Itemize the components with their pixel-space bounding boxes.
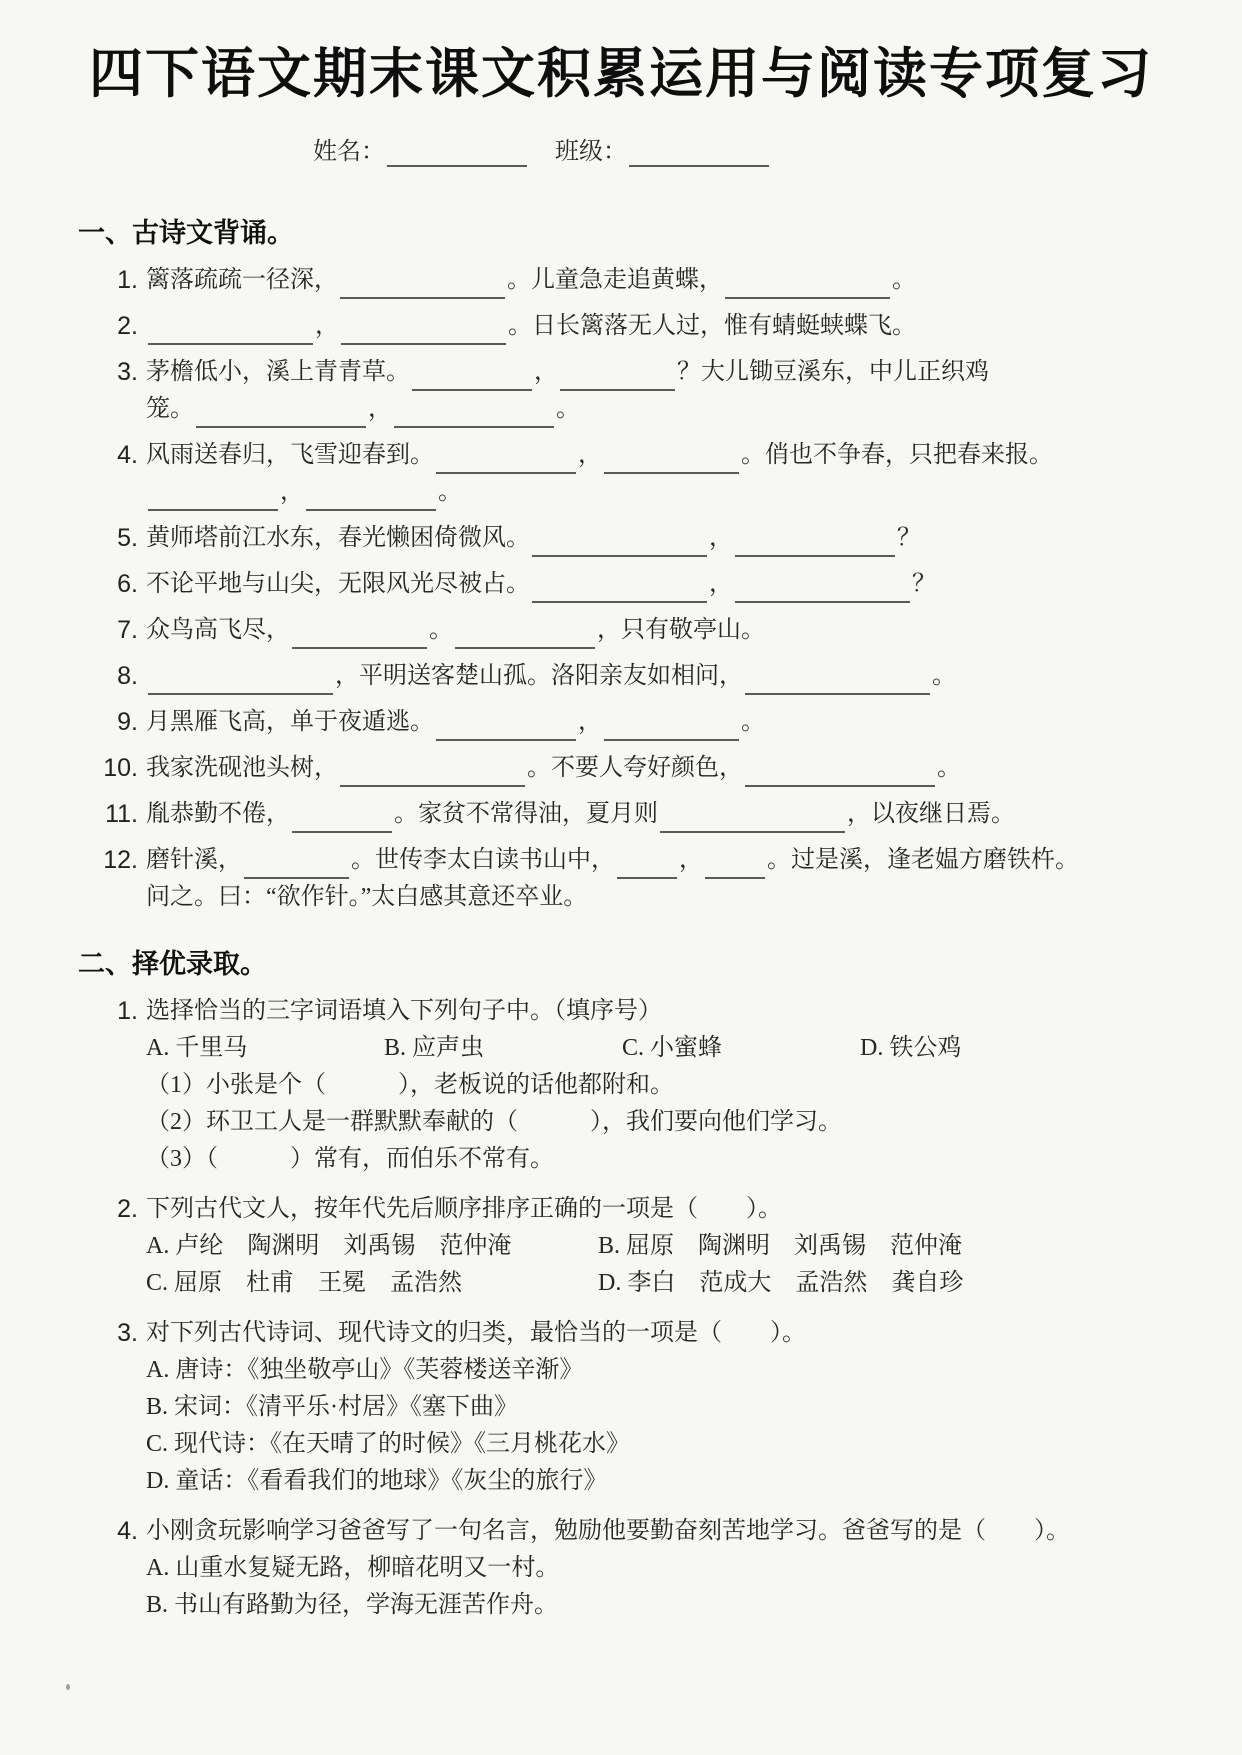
item-text: 。 (937, 754, 961, 781)
fill-in-blank (292, 623, 427, 649)
sub-question-text: （3）（ ）常有，而伯乐不常有。 (146, 1145, 554, 1172)
fill-in-blank (412, 365, 532, 391)
item-text: ， (534, 358, 558, 385)
item-body (146, 262, 1202, 299)
item-text: 。儿童急走追黄蝶， (507, 266, 723, 293)
question-number: 4. (117, 1516, 138, 1545)
item-text: 。 (892, 266, 916, 293)
item-text: 。日长篱落无人过，惟有蜻蜓蛱蝶飞。 (508, 312, 916, 339)
fill-in-blank (745, 669, 930, 695)
sub-question-line (146, 1104, 1202, 1141)
question-body (146, 1315, 1202, 1500)
item-text: 不论平地与山尖，无限风光尽被占。 (146, 570, 530, 597)
item-text: 月黑雁飞高，单于夜遁逃。 (146, 708, 434, 735)
option-line (146, 1426, 1202, 1463)
poem-item (70, 704, 1202, 741)
fill-in-blank (436, 448, 576, 474)
fill-in-blank (292, 807, 392, 833)
item-text: 众鸟高飞尽， (146, 616, 290, 643)
item-number: 7. (117, 615, 138, 644)
fill-in-blank (436, 715, 576, 741)
item-number: 9. (117, 707, 138, 736)
item-number: 4. (117, 440, 138, 469)
item-text: ，只有敬亭山。 (597, 616, 765, 643)
option-label: D. 铁公鸡 (860, 1034, 962, 1061)
item-number: 1. (117, 265, 138, 294)
option-line (146, 1352, 1202, 1389)
item-text: 篱落疏疏一径深， (146, 266, 338, 293)
poem-item (70, 566, 1202, 603)
item-text: 。世传李太白读书山中， (351, 846, 615, 873)
item-text: 笼。 (146, 395, 194, 422)
item-text: 茅檐低小，溪上青青草。 (146, 358, 410, 385)
item-line (146, 842, 1202, 879)
item-line (146, 796, 1202, 833)
item-line (146, 474, 1202, 511)
question-text: 下列古代文人，按年代先后顺序排序正确的一项是（ ）。 (146, 1195, 782, 1222)
item-body (146, 566, 1202, 603)
item-text: 。 (932, 662, 956, 689)
scan-artifact-dot (66, 1684, 70, 1690)
class-label: 班级： (555, 138, 627, 165)
poem-item (70, 796, 1202, 833)
item-number: 3. (117, 357, 138, 386)
question-item (70, 1513, 1202, 1624)
poem-item (70, 520, 1202, 557)
item-text: 磨针溪， (146, 846, 242, 873)
item-text: 。不要人夸好颜色， (527, 754, 743, 781)
name-class-row (313, 137, 1242, 167)
fill-in-blank (660, 807, 845, 833)
question-number: 2. (117, 1194, 138, 1223)
fill-in-blank (244, 853, 349, 879)
class-blank-line (629, 141, 769, 167)
option-label: A. 唐诗：《独坐敬亭山》《芙蓉楼送辛渐》 (146, 1356, 584, 1383)
item-text: ， (709, 570, 733, 597)
item-body (146, 750, 1202, 787)
item-body (146, 842, 1202, 916)
question-body (146, 993, 1202, 1178)
option-line (146, 1389, 1202, 1426)
item-number: 6. (117, 569, 138, 598)
item-number: 11. (105, 799, 138, 828)
item-body (146, 612, 1202, 649)
fill-in-blank (340, 273, 505, 299)
question-line (146, 1513, 1202, 1550)
question-body (146, 1191, 1202, 1302)
option-label: A. 卢纶 陶渊明 刘禹锡 范仲淹 (146, 1232, 512, 1259)
section1-heading: 一、古诗文背诵。 (78, 217, 294, 248)
item-line (146, 750, 1202, 787)
item-body (146, 354, 1202, 428)
item-number: 8. (117, 661, 138, 690)
item-text: ， (679, 846, 703, 873)
sub-question-text: （2）环卫工人是一群默默奉献的（ ），我们要向他们学习。 (146, 1108, 842, 1135)
item-line (146, 520, 1202, 557)
sub-question-line (146, 1141, 1202, 1178)
poem-item (70, 612, 1202, 649)
item-line (146, 612, 1202, 649)
fill-in-blank (735, 577, 910, 603)
question-line (146, 993, 1202, 1030)
sub-question-line (146, 1067, 1202, 1104)
item-body (146, 658, 1202, 695)
item-text: 。过是溪，逢老媪方磨铁杵。 (767, 846, 1079, 873)
question-text: 对下列古代诗词、现代诗文的归类，最恰当的一项是（ ）。 (146, 1319, 806, 1346)
item-text: ，以夜继日焉。 (847, 800, 1015, 827)
item-number: 2. (117, 311, 138, 340)
sub-question-text: （1）小张是个（ ），老板说的话他都附和。 (146, 1071, 674, 1098)
fill-in-blank (735, 531, 895, 557)
option-label: B. 书山有路勤为径，学海无涯苦作舟。 (146, 1591, 559, 1618)
section1-items (0, 262, 1242, 916)
item-line (146, 658, 1202, 695)
fill-in-blank (604, 715, 739, 741)
item-body (146, 308, 1202, 345)
item-number: 5. (117, 523, 138, 552)
item-text: 。 (438, 478, 462, 505)
fill-in-blank (340, 761, 525, 787)
option-label: B. 宋词：《清平乐·村居》《塞下曲》 (146, 1393, 518, 1420)
name-blank-line (387, 141, 527, 167)
item-text: ， (578, 708, 602, 735)
item-text: 。 (429, 616, 453, 643)
item-text: ？大儿锄豆溪东，中儿正织鸡 (677, 358, 989, 385)
item-line (146, 437, 1202, 474)
item-text: 问之。曰：“欲作针。”太白感其意还卒业。 (146, 883, 588, 910)
item-text: ？ (897, 524, 921, 551)
item-text: ？ (912, 570, 936, 597)
fill-in-blank (705, 853, 765, 879)
item-text: 。家贫不常得油，夏月则 (394, 800, 658, 827)
item-number: 12. (103, 845, 138, 874)
option-label: D. 李白 范成大 孟浩然 龚自珍 (598, 1269, 964, 1296)
option-label: B. 屈原 陶渊明 刘禹锡 范仲淹 (598, 1232, 963, 1259)
option-label: A. 千里马 (146, 1034, 248, 1061)
question-number: 3. (117, 1318, 138, 1347)
option-label: C. 屈原 杜甫 王冕 孟浩然 (146, 1269, 463, 1296)
option-label: C. 小蜜蜂 (622, 1034, 723, 1061)
fill-in-blank (196, 402, 366, 428)
fill-in-blank (306, 485, 436, 511)
option-label: D. 童话：《看看我们的地球》《灰尘的旅行》 (146, 1467, 608, 1494)
poem-item (70, 658, 1202, 695)
fill-in-blank (148, 319, 313, 345)
item-line (146, 704, 1202, 741)
section2-items (0, 993, 1242, 1624)
question-text: 小刚贪玩影响学习爸爸写了一句名言，勉励他要勤奋刻苦地学习。爸爸写的是（ ）。 (146, 1517, 1070, 1544)
page-title: 四下语文期末课文积累运用与阅读专项复习 (89, 44, 1153, 104)
poem-item (70, 750, 1202, 787)
fill-in-blank (532, 577, 707, 603)
item-text: 。俏也不争春，只把春来报。 (741, 441, 1053, 468)
question-body (146, 1513, 1202, 1624)
fill-in-blank (725, 273, 890, 299)
fill-in-blank (148, 669, 333, 695)
poem-item (70, 262, 1202, 299)
item-line (146, 879, 1202, 916)
item-body (146, 520, 1202, 557)
item-body (146, 796, 1202, 833)
question-item (70, 993, 1202, 1178)
item-text: ， (315, 312, 339, 339)
fill-in-blank (560, 365, 675, 391)
fill-in-blank (148, 485, 278, 511)
item-number: 10. (103, 753, 138, 782)
fill-in-blank (604, 448, 739, 474)
option-label: B. 应声虫 (384, 1034, 485, 1061)
item-body (146, 704, 1202, 741)
poem-item (70, 437, 1202, 511)
poem-item (70, 308, 1202, 345)
item-text: ， (709, 524, 733, 551)
question-number: 1. (117, 996, 138, 1025)
item-body (146, 437, 1202, 511)
item-line (146, 262, 1202, 299)
options-row (146, 1030, 1202, 1067)
option-label: C. 现代诗：《在天晴了的时候》《三月桃花水》 (146, 1430, 631, 1457)
fill-in-blank (394, 402, 554, 428)
option-line (146, 1550, 1202, 1587)
question-line (146, 1191, 1202, 1228)
options-grid-row (146, 1228, 1202, 1265)
option-line (146, 1463, 1202, 1500)
item-line (146, 391, 1202, 428)
question-item (70, 1191, 1202, 1302)
option-line (146, 1587, 1202, 1624)
section2-heading: 二、择优录取。 (78, 948, 267, 979)
item-text: 。 (556, 395, 580, 422)
item-text: 。 (741, 708, 765, 735)
item-line (146, 354, 1202, 391)
fill-in-blank (617, 853, 677, 879)
fill-in-blank (455, 623, 595, 649)
item-text: ， (578, 441, 602, 468)
item-line (146, 308, 1202, 345)
name-label: 姓名： (313, 138, 385, 165)
poem-item (70, 354, 1202, 428)
item-text: 我家洗砚池头树， (146, 754, 338, 781)
option-label: A. 山重水复疑无路，柳暗花明又一村。 (146, 1554, 560, 1581)
fill-in-blank (341, 319, 506, 345)
question-item (70, 1315, 1202, 1500)
question-line (146, 1315, 1202, 1352)
poem-item (70, 842, 1202, 916)
fill-in-blank (745, 761, 935, 787)
item-text: ， (280, 478, 304, 505)
item-text: 胤恭勤不倦， (146, 800, 290, 827)
item-text: 黄师塔前江水东，春光懒困倚微风。 (146, 524, 530, 551)
options-grid-row (146, 1265, 1202, 1302)
item-text: ， (368, 395, 392, 422)
item-text: 风雨送春归，飞雪迎春到。 (146, 441, 434, 468)
item-text: ，平明送客楚山孤。洛阳亲友如相问， (335, 662, 743, 689)
question-text: 选择恰当的三字词语填入下列句子中。（填序号） (146, 997, 662, 1024)
fill-in-blank (532, 531, 707, 557)
item-line (146, 566, 1202, 603)
